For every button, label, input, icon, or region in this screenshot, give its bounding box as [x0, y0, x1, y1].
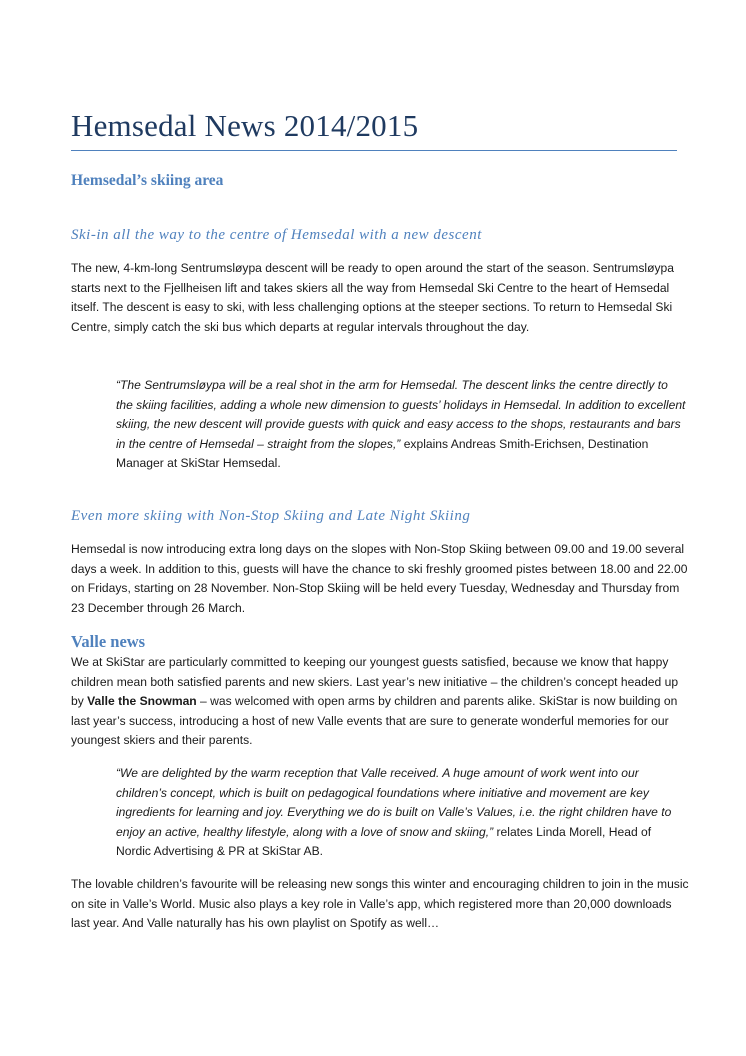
subsection-heading-new-descent: Ski-in all the way to the centre of Hemsedal with a new descent — [71, 227, 482, 243]
section-heading-valle-news: Valle news — [71, 632, 146, 651]
document-title: Hemsedal News 2014/2015 — [71, 108, 419, 143]
quote-attribution: explains Andreas Smith-Erichsen, Destination Manager at SkiStar Hemsedal. — [116, 436, 649, 470]
valle-intro-text-1: We at SkiStar are particularly committed to keeping our youngest guests satisfied, because we know that happy children mean both satisfied parents and new skiers. Last year’s new initiative – the children’s concept headed up by — [71, 655, 679, 708]
subsection-heading-non-stop-skiing: Even more skiing with Non-Stop Skiing and Late Night Skiing — [71, 508, 471, 524]
paragraph-new-descent: The new, 4-km-long Sentrumsløypa descent will be ready to open around the start of the season. Sentrumsløypa starts next to the Fjellheisen lift and takes skiers all the way from Hemsedal Ski Centre to the heart of Hemsedal itself. The descent is easy to ski, with less challenging options at the steeper sections. To return to Hemsedal Ski Centre, simply catch the ski bus which departs at regular intervals throughout the day. — [71, 261, 674, 334]
valle-the-snowman-bold: Valle the Snowman — [87, 694, 197, 708]
quote-text: “The Sentrumsløypa will be a real shot in the arm for Hemsedal. The descent links the centre directly to the skiing facilities, adding a whole new dimension to guests’ holidays in Hemsedal. In addition to excellent skiing, the new descent will provide guests with quick and easy access to the shops, restaurants and bars in the centre of Hemsedal – straight from the slopes,” — [116, 378, 686, 451]
paragraph-valle-music: The lovable children’s favourite will be releasing new songs this winter and encouraging children to join in the music on site in Valle’s World. Music also plays a key role in Valle’s app, which registered more than 20,000 downloads last year. And Valle naturally has his own playlist on Spotify as well… — [71, 877, 689, 930]
paragraph-valle-intro — [71, 653, 691, 751]
title-divider — [71, 150, 677, 151]
section-heading-skiing-area: Hemsedal’s skiing area — [71, 172, 224, 189]
quote-block-sentrumsloypa — [116, 376, 688, 474]
quote-attribution: relates Linda Morell, Head of Nordic Advertising & PR at SkiStar AB. — [116, 824, 652, 858]
valle-intro-text-2: – was welcomed with open arms by children and parents alike. SkiStar is now building on last year’s success, introducing a host of new Valle events that are sure to generate wonderful memories for our youngest skiers and their parents. — [71, 694, 678, 747]
quote-text: “We are delighted by the warm reception that Valle received. A huge amount of work went into our children’s concept, which is built on pedagogical foundations where initiative and movement are key ingredients for learning and joy. Everything we do is built on Valle’s Values, i.e. the right children have to enjoy an active, healthy lifestyle, along with a love of snow and skiing,” — [116, 766, 672, 839]
paragraph-non-stop-skiing: Hemsedal is now introducing extra long days on the slopes with Non-Stop Skiing between 09.00 and 19.00 several days a week. In addition to this, guests will have the chance to ski freshly groomed pistes between 18.00 and 22.00 on Fridays, starting on 28 November. Non-Stop Skiing will be held every Tuesday, Wednesday and Thursday from 23 December through 26 March. — [71, 542, 688, 615]
quote-block-valle — [116, 764, 688, 862]
